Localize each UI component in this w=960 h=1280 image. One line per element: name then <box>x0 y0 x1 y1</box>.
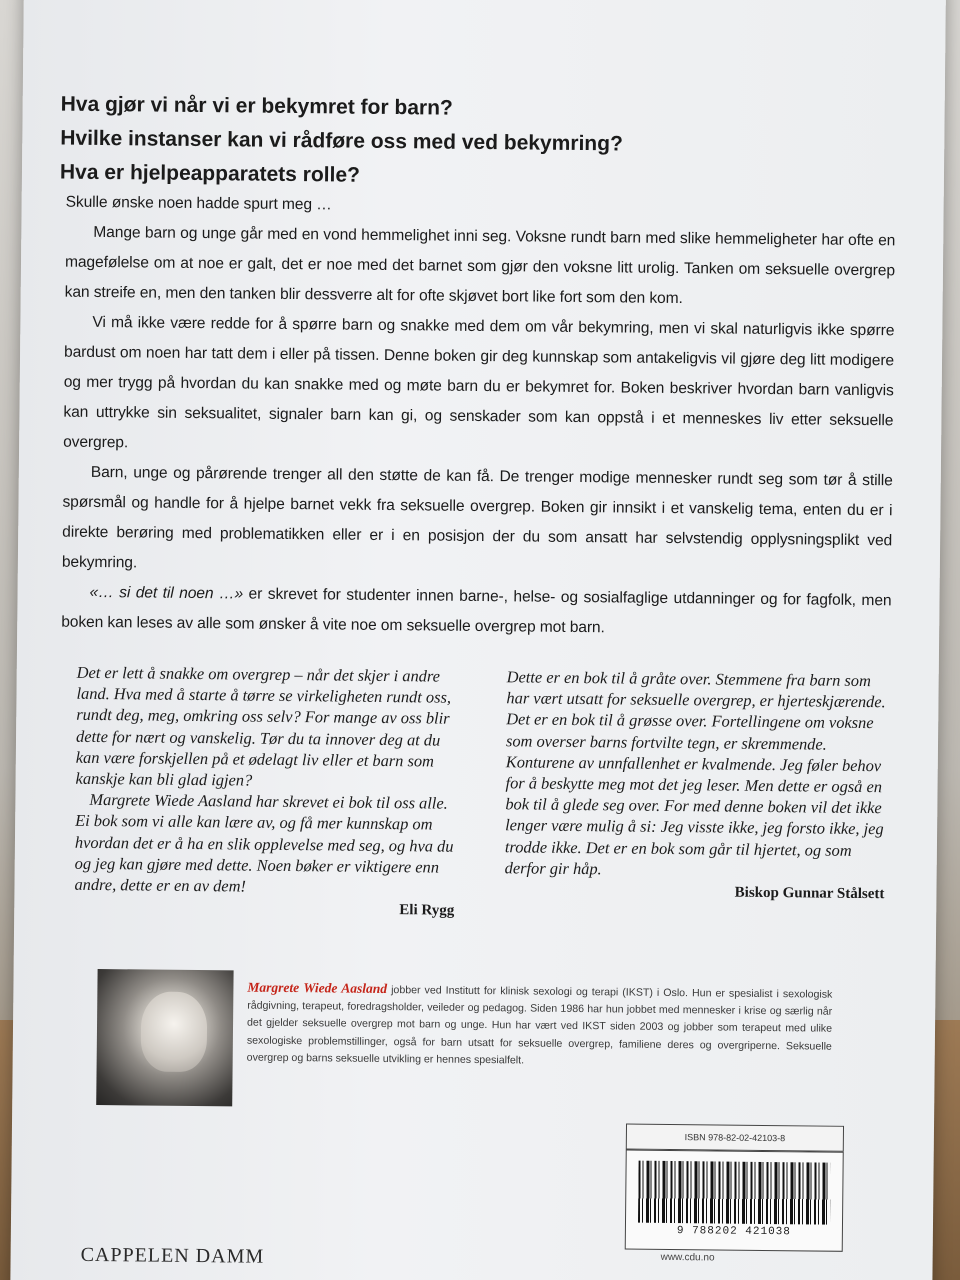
quote-left-paragraph-2: Margrete Wiede Aasland har skrevet ei bok til oss alle. Ei bok som vi alle kan lære av, og få mer kunnskap om hvordan det er å ha en slik opplevelse med seg, og hva du og jeg kan gjøre med dette. Noen bøker er viktigere enn andre, dette er en av dem! <box>74 790 454 896</box>
quote-left-signature: Eli Rygg <box>399 902 455 919</box>
barcode-number: 9 788202 421038 <box>676 1225 791 1239</box>
publisher-url: www.cdu.no <box>660 1251 715 1264</box>
intro-paragraph-3: Barn, unge og pårørende trenger all den støtte de kan få. De trenger modige mennesker rundt seg som tør å stille spørsmål og handle for å hjelpe barnet vekk fra seksuelle overgrep. Boken gir innsikt i et vanskelig tema, enten du er i direkte berøring med problematikken eller er i en posisjon der du som ansatt har selvstendig opplysningsplikt ved bekymring. <box>61 463 893 572</box>
intro-opening: Skulle ønske noen hadde spurt meg … <box>65 193 332 214</box>
quote-left <box>74 662 457 922</box>
publisher-logo: CAPPELEN DAMM <box>80 1243 265 1268</box>
author-photo-figure <box>141 991 208 1072</box>
question-2: Hvilke instanser kan vi rådføre oss med ved bekymring? <box>60 126 623 156</box>
book-title-inline: «… si det til noen …» <box>89 583 244 603</box>
intro-paragraph-2: Vi må ikke være redde for å spørre barn og snakke med dem om vår bekymring, men vi skal naturligvis ikke spørre bardust om noen har tatt dem i eller på tissen. Denne boken gir deg kunnskap som antakeligvis vil gjøre deg litt modigere og mer trygg på hvordan du kan snakke med og møte barn du er bekymret for. Boken beskriver hvordan barn vanligvis kan uttrykke sin seksualitet, signaler barn kan gi, og senskader som kan oppstå i et menneskes liv etter seksuelle overgrep. <box>63 313 895 452</box>
isbn-label: ISBN 978-82-02-42103-8 <box>626 1124 844 1152</box>
quote-left-paragraph-1: Det er lett å snakke om overgrep – når det skjer i andre land. Hva med å starte å tørre se virkeligheten rundt oss, rundt deg, meg, omkring oss selv? For mange av oss blir dette for nært og vanskelig. Tør du ta innover deg at du kan være forskjellen på et ødelagt liv eller et barn som kanskje kan bli glad igjen? <box>75 662 452 790</box>
book-back-cover <box>10 0 946 1280</box>
quote-right <box>504 666 887 926</box>
intro-paragraph-4 <box>61 578 892 647</box>
barcode <box>625 1150 844 1252</box>
author-section <box>96 961 897 1114</box>
quote-right-paragraph-1: Dette er en bok til å gråte over. Stemmene fra barn som har vært utsatt for seksuelle overgrep, er hjerteskjærende. Det er en bok til å grøsse over. Fortellingene om voksne som overser barns fortvilte tegn, er skremmende. Konturene av unnfallenhet er kvalmende. Jeg føler behov for å beskytte meg mot det jeg leser. Men dette er også en bok til å glede seg over. For med denne boken vil det ikke lenger være mulig å si: Jeg visste ikke, jeg forsto ikke, jeg trodde ikke. Det er en bok som går til hjertet, og som derfor gir håp. <box>504 667 886 879</box>
cover-questions <box>60 88 861 198</box>
author-bio-text: jobber ved Institutt for klinisk sexologi og terapi (IKST) i Oslo. Hun er spesialist i sexologisk rådgivning, terapeut, foredragsholder, veileder og pedagog. Siden 1986 har hun jobbet med mennesker i krise og særlig når det gjelder seksuelle overgrep mot barn og unge. Hun har vært ved IKST siden 2003 og jobber som terapeut med ulike sexologiske problemstillinger, også for barn utsatt for seksuelle overgrep, familiene deres og overgriperne. Seksuelle overgrep og barns seksuelle utvikling er hennes spesialfelt. <box>246 984 833 1067</box>
author-bio <box>247 979 833 1073</box>
intro-paragraph-1: Mange barn og unge går med en vond hemmelighet inni seg. Voksne rundt barn med slike hemmeligheter har ofte en magefølelse om at noe er galt, det er noe med det barnet som gjør den voksne litt urolig. Tanken om seksuelle overgrep kan streife en, men den tanken blir dessverre alt for ofte skjøvet bort like fort som den kom. <box>64 223 896 308</box>
question-3: Hva er hjelpeapparatets rolle? <box>59 160 361 187</box>
intro-paragraph-4-rest: er skrevet for studenter innen barne-, helse- og sosialfaglige utdanninger og for fagfolk, men boken kan leses av alle som ønsker å vite noe om seksuelle overgrep mot barn. <box>61 585 892 637</box>
quote-right-signature: Biskop Gunnar Stålsett <box>734 884 885 903</box>
author-photo <box>96 969 233 1106</box>
question-1: Hva gjør vi når vi er bekymret for barn? <box>60 92 453 120</box>
intro-text <box>61 188 896 647</box>
review-quotes <box>74 662 887 927</box>
author-name: Margrete Wiede Aasland <box>247 979 388 997</box>
barcode-bars <box>638 1161 831 1225</box>
